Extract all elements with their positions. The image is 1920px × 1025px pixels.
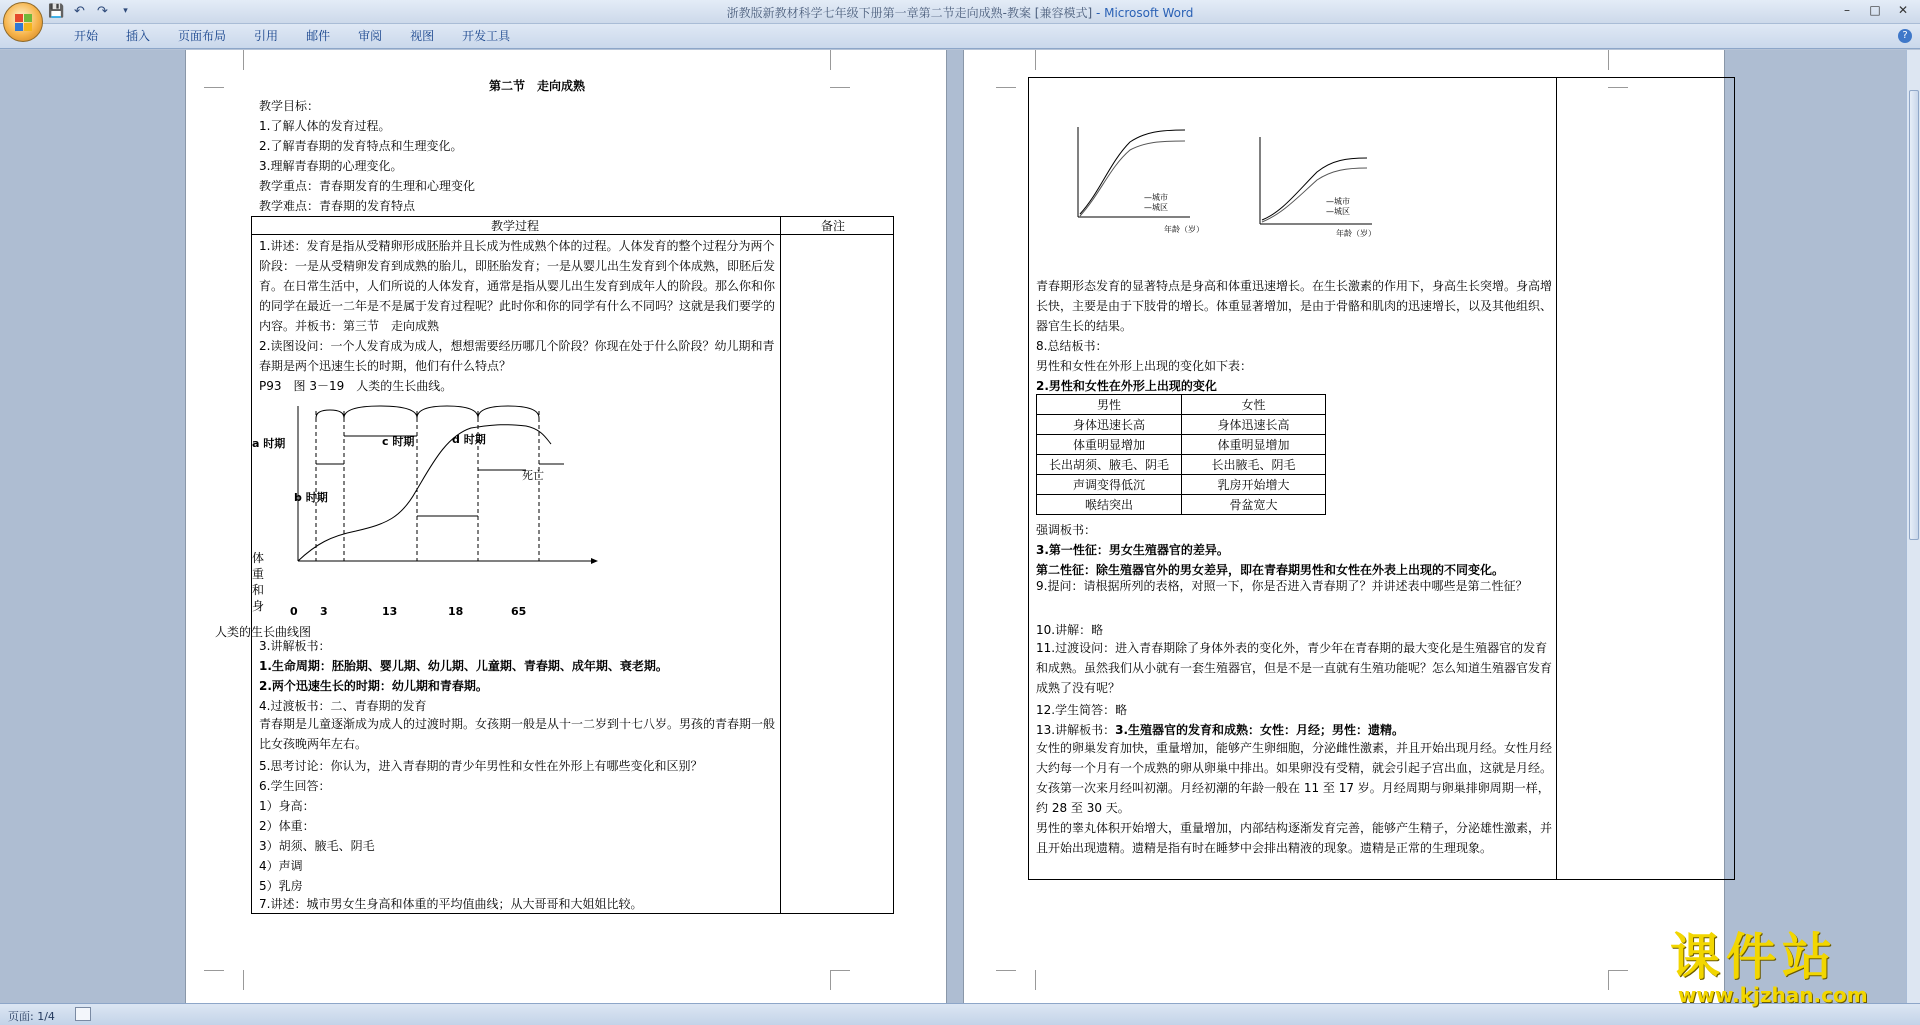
redo-icon[interactable]: ↷ [97, 4, 108, 19]
lesson-para-1: 1.讲述：发育是指从受精卵形成胚胎并且长成为性成熟个体的过程。人体发育的整个过程分为两个阶段：一是从受精卵发育到成熟的胎儿，即胚胎发育；一是从婴儿出生发育到个体成熟，即胚后发育。在日常生活中，人们所说的人体发育，通常是指从婴儿出生发育到成年人的阶段。那么你和你的同学在最近一二年是不是属于发育过程呢？此时你和你的同学有什么不同吗？这就是我们要学的内容。并板书：第三节 走向成熟 [259, 239, 776, 333]
app-name: - Microsoft Word [1092, 6, 1194, 20]
fig-label-death: 死亡 [522, 469, 544, 482]
weight-axis-label: 年龄（岁） [1336, 229, 1376, 238]
table-cell: 身体迅速长高 [1182, 415, 1326, 435]
item-10: 10.讲解：略 [1036, 623, 1104, 637]
table-row [1037, 475, 1326, 495]
emphasis-heading: 强调板书： [1036, 523, 1097, 537]
section-title: 第二节 走向成熟 [489, 79, 586, 93]
minimize-icon[interactable]: – [1844, 3, 1850, 17]
help-icon[interactable]: ? [1898, 29, 1912, 43]
lesson-item-4: 4.过渡板书：二、青春期的发育 [259, 699, 427, 713]
fig-growth-curve [298, 425, 551, 561]
fig-brace [417, 406, 478, 418]
fig-tick: 3 [320, 605, 328, 618]
changes-table [1036, 394, 1326, 515]
item-13 [1036, 722, 1404, 738]
life-cycle: 1.生命周期：胚胎期、婴儿期、幼儿期、儿童期、青春期、成年期、衰老期。 [259, 659, 668, 673]
table-header-female: 女性 [1182, 395, 1326, 415]
lesson-item-3: 3.讲解板书： [259, 639, 331, 653]
puberty-para: 青春期是儿童逐渐成为成人的过渡时期。女孩期一般是从十一二岁到十七八岁。男孩的青春期一般比女孩晚两年左右。 [259, 717, 776, 751]
item-12: 12.学生简答：略 [1036, 703, 1128, 717]
objective-3: 3.理解青春期的心理变化。 [259, 159, 403, 173]
table-cell: 长出胡须、腋毛、阴毛 [1037, 455, 1182, 475]
table-row [1037, 395, 1326, 415]
rapid-growth: 2.两个迅速生长的时期：幼儿期和青春期。 [259, 679, 488, 693]
fig-curve-caption: 人类的生长曲线图 [215, 625, 312, 639]
table-col-divider [1556, 77, 1557, 880]
table-head-note: 备注 [821, 219, 846, 233]
page-1 [185, 50, 947, 1003]
crop-mark [1016, 50, 1036, 70]
crop-mark [830, 970, 850, 990]
window-title [0, 4, 1920, 21]
table-cell: 长出腋毛、阴毛 [1182, 455, 1326, 475]
item-13-prefix: 13.讲解板书： [1036, 723, 1116, 737]
tab-insert[interactable]: 插入 [126, 29, 151, 43]
height-chart [1060, 122, 1200, 237]
height-legend-1: —城市 [1144, 193, 1168, 202]
crop-mark [204, 68, 224, 88]
page-indicator[interactable]: 页面: 1/4 [8, 1010, 55, 1023]
lesson-para-2: 2.读图设问：一个人发育成为成人，想想需要经历哪几个阶段？你现在处于什么阶段？幼儿期和青春期是两个迅速生长的时期，他们有什么特点？ [259, 339, 775, 373]
fig-brace [316, 410, 344, 418]
customize-qat-icon[interactable]: ▾ [123, 6, 128, 16]
document-workarea [0, 50, 1906, 1003]
fig-label-c: c 时期 [382, 435, 415, 448]
watermark-logo [1670, 930, 1868, 1006]
height-axis-label: 年龄（岁） [1164, 225, 1204, 234]
page-2 [963, 50, 1725, 1003]
answer-height: 1）身高： [259, 799, 315, 813]
fig-label-d: d 时期 [452, 433, 486, 446]
growth-para: 青春期形态发育的显著特点是身高和体重迅速增长。在生长激素的作用下，身高生长突增。身高增长快，主要是由于下肢骨的增长。体重显著增加，是由于骨骼和肌肉的迅速增长，以及其他组织、器官生长的结果。 [1036, 279, 1553, 333]
crop-mark [204, 970, 224, 990]
crop-mark [996, 970, 1016, 990]
scroll-thumb[interactable] [1909, 90, 1919, 540]
crop-mark [830, 50, 850, 70]
primary-sex-trait: 3.第一性征：男女生殖器官的差异。 [1036, 543, 1229, 557]
answer-weight: 2）体重： [259, 819, 315, 833]
fig-label-a: a 时期 [252, 437, 286, 450]
question-9: 9.提问：请根据所列的表格，对照一下，你是否进入青春期了？并讲述表中哪些是第二性征？ [1036, 579, 1528, 593]
item-13-bold: 3.生殖器官的发育和成熟：女性：月经；男性：遗精。 [1115, 723, 1405, 737]
vertical-scrollbar[interactable] [1906, 50, 1920, 1003]
height-legend-2: —城区 [1144, 203, 1168, 212]
figure-caption: P93 图 3－19 人类的生长曲线。 [259, 379, 453, 393]
fig-brace [478, 406, 539, 418]
close-icon[interactable]: ✕ [1897, 3, 1909, 17]
fig-tick: 18 [448, 605, 464, 618]
answer-hair: 3）胡须、腋毛、阴毛 [259, 839, 375, 853]
crop-mark [1016, 970, 1036, 990]
answer-voice: 4）声调 [259, 859, 303, 873]
answer-breast: 5）乳房 [259, 879, 303, 893]
table-row [1037, 495, 1326, 515]
tab-mailings[interactable]: 邮件 [306, 29, 331, 43]
tab-developer[interactable]: 开发工具 [462, 29, 511, 43]
table-cell: 骨盆宽大 [1182, 495, 1326, 515]
fig-tick: 13 [382, 605, 398, 618]
item-6: 6.学生回答： [259, 779, 331, 793]
table-col-divider [780, 216, 781, 914]
fig-y-label: 和 [252, 583, 265, 597]
table-cell: 喉结突出 [1037, 495, 1182, 515]
ribbon [0, 24, 1920, 49]
watermark-url: www.kjzhan.com [1678, 983, 1868, 1007]
table-header-male: 男性 [1037, 395, 1182, 415]
office-logo-icon [15, 14, 33, 32]
table-cell: 乳房开始增大 [1182, 475, 1326, 495]
tab-references[interactable]: 引用 [254, 29, 279, 43]
table-cell: 体重明显增加 [1037, 435, 1182, 455]
question-11: 11.过渡设问：进入青春期除了身体外表的变化外，青少年在青春期的最大变化是生殖器官的发育和成熟。虽然我们从小就有一套生殖器官，但是不是一直就有生殖功能呢？怎么知道生殖器官发育成熟了没有呢？ [1036, 641, 1553, 695]
difficult-point: 教学难点：青春期的发育特点 [259, 199, 416, 213]
key-point: 教学重点：青春期发育的生理和心理变化 [259, 179, 476, 193]
fig-label-b: b 时期 [294, 491, 328, 504]
tab-review[interactable]: 审阅 [358, 29, 383, 43]
fig-y-label: 体 [252, 551, 265, 565]
objective-heading: 教学目标： [259, 99, 320, 113]
secondary-sex-trait: 第二性征：除生殖器官外的男女差异，即在青春期男性和女性在外表上出现的不同变化。 [1036, 563, 1505, 577]
save-icon[interactable]: 💾 [48, 4, 65, 19]
maximize-icon[interactable]: □ [1869, 3, 1881, 17]
tab-page-layout[interactable]: 页面布局 [178, 29, 227, 43]
changes-table-title: 2.男性和女性在外形上出现的变化 [1036, 379, 1217, 393]
tab-view[interactable]: 视图 [410, 29, 435, 43]
fig-tick: 65 [511, 605, 527, 618]
watermark-cn: 课件站 [1670, 928, 1838, 986]
proofing-icon[interactable] [75, 1007, 91, 1021]
table-head-process: 教学过程 [491, 219, 540, 233]
item-5: 5.思考讨论：你认为，进入青春期的青少年男性和女性在外形上有哪些变化和区别？ [259, 759, 703, 773]
crop-mark [996, 68, 1016, 88]
weight-legend-2: —城区 [1326, 207, 1350, 216]
document-title: 浙教版新教材科学七年级下册第一章第二节走向成熟-教案 [兼容模式] [726, 6, 1093, 20]
crop-mark [224, 970, 244, 990]
table-row [1037, 435, 1326, 455]
crop-mark [1608, 50, 1628, 70]
crop-mark [1608, 970, 1628, 990]
table-cell: 身体迅速长高 [1037, 415, 1182, 435]
weight-legend-1: —城市 [1326, 197, 1350, 206]
tab-home[interactable]: 开始 [74, 29, 99, 43]
fig-y-label: 身 [252, 599, 265, 613]
status-bar [0, 1003, 1920, 1025]
female-para: 女性的卵巢发育加快，重量增加，能够产生卵细胞，分泌雌性激素，并且开始出现月经。女性月经大约每一个月有一个成熟的卵从卵巢中排出。如果卵没有受精，就会引起子宫出血，这就是月经。女孩第一次来月经叫初潮。月经初潮的年龄一般在 11 至 17 岁。月经周期与卵巢排卵周期一样，约 28 至 30 天。 [1036, 741, 1553, 815]
item-7: 7.讲述：城市男女生身高和体重的平均值曲线；从大哥哥和大姐姐比较。 [259, 897, 643, 911]
summary-intro: 男性和女性在外形上出现的变化如下表： [1036, 359, 1253, 373]
fig-y-label: 重 [252, 567, 265, 581]
table-cell: 声调变得低沉 [1037, 475, 1182, 495]
table-row [1037, 415, 1326, 435]
crop-mark [224, 50, 244, 70]
crop-mark [830, 68, 850, 88]
table-head-divider [251, 234, 894, 235]
objective-1: 1.了解人体的发育过程。 [259, 119, 391, 133]
table-row [1037, 455, 1326, 475]
window-controls [1834, 1, 1916, 20]
fig-tick: 0 [290, 605, 298, 618]
male-para: 男性的睾丸体积开始增大，重量增加，内部结构逐渐发育完善，能够产生精子，分泌雄性激素，并且开始出现遗精。遗精是指有时在睡梦中会排出精液的现象。遗精是正常的生理现象。 [1036, 821, 1553, 855]
table-cell: 体重明显增加 [1182, 435, 1326, 455]
ribbon-tabs [60, 28, 524, 44]
office-button[interactable] [3, 2, 43, 42]
objective-2: 2.了解青春期的发育特点和生理变化。 [259, 139, 463, 153]
fig-brace [344, 406, 417, 418]
fig-x-arrow [591, 558, 598, 564]
undo-icon[interactable]: ↶ [74, 4, 85, 19]
summary-heading: 8.总结板书： [1036, 339, 1108, 353]
title-bar [0, 0, 1920, 24]
